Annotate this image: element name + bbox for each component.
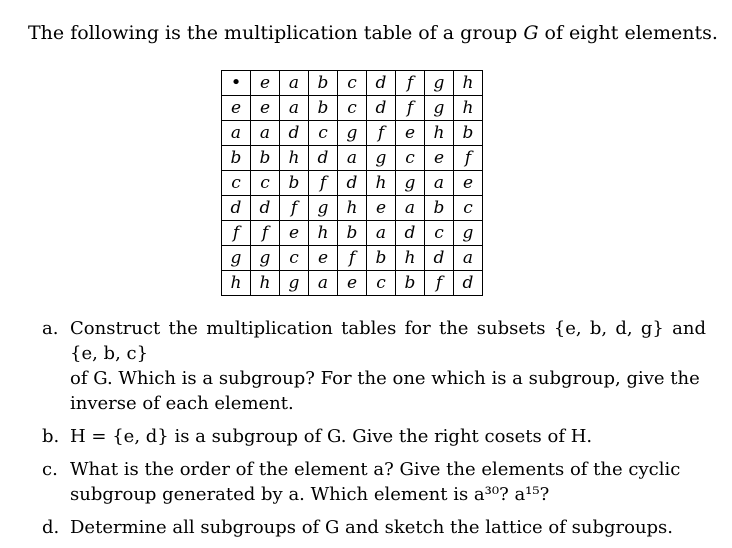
column-header: a	[280, 71, 309, 96]
multiplication-table-container	[221, 70, 483, 296]
question-label: d.	[42, 517, 60, 538]
table-cell: e	[280, 221, 309, 246]
table-cell: a	[454, 246, 483, 271]
table-cell: h	[280, 146, 309, 171]
column-header: c	[338, 71, 367, 96]
question-item	[42, 316, 706, 416]
table-cell: f	[309, 171, 338, 196]
table-cell: h	[309, 221, 338, 246]
table-cell: a	[367, 221, 396, 246]
column-header: h	[454, 71, 483, 96]
question-line: H = {e, d} is a subgroup of G. Give the right cosets of H.	[70, 426, 593, 447]
table-cell: h	[251, 271, 280, 296]
table-cell: f	[396, 96, 425, 121]
table-cell: d	[251, 196, 280, 221]
table-cell: f	[454, 146, 483, 171]
table-cell: g	[425, 96, 454, 121]
table-cell: b	[367, 246, 396, 271]
table-cell: g	[280, 271, 309, 296]
table-cell: c	[309, 121, 338, 146]
table-cell: d	[396, 221, 425, 246]
cayley-table-body	[222, 71, 483, 296]
question-text	[70, 316, 706, 416]
table-row	[222, 246, 483, 271]
table-cell: h	[338, 196, 367, 221]
question-line: subgroup generated by a. Which element is a³⁰? a¹⁵?	[70, 484, 550, 505]
table-cell: e	[338, 271, 367, 296]
table-cell: b	[280, 171, 309, 196]
table-cell: e	[367, 196, 396, 221]
question-line: of G. Which is a subgroup? For the one which is a subgroup, give the	[70, 368, 700, 389]
row-header: b	[222, 146, 251, 171]
question-label: a.	[42, 318, 59, 339]
table-cell: a	[396, 196, 425, 221]
table-cell: a	[425, 171, 454, 196]
table-cell: d	[425, 246, 454, 271]
table-cell: e	[454, 171, 483, 196]
table-row	[222, 171, 483, 196]
table-cell: d	[280, 121, 309, 146]
table-row	[222, 221, 483, 246]
table-row	[222, 146, 483, 171]
intro-sentence	[28, 20, 718, 46]
table-cell: g	[396, 171, 425, 196]
table-header-row	[222, 71, 483, 96]
table-cell: b	[396, 271, 425, 296]
group-symbol: G	[523, 22, 539, 44]
table-row	[222, 271, 483, 296]
table-cell: c	[454, 196, 483, 221]
question-label: c.	[42, 459, 58, 480]
table-cell: d	[367, 96, 396, 121]
table-cell: g	[367, 146, 396, 171]
table-cell: d	[454, 271, 483, 296]
table-cell: c	[396, 146, 425, 171]
question-item	[42, 515, 706, 540]
table-cell: b	[309, 96, 338, 121]
question-text	[70, 515, 706, 540]
column-header: f	[396, 71, 425, 96]
intro-text-before: The following is the multiplication table of a group	[28, 22, 524, 44]
table-cell: c	[338, 96, 367, 121]
table-cell: h	[367, 171, 396, 196]
table-cell: c	[251, 171, 280, 196]
table-cell: b	[454, 121, 483, 146]
table-cell: g	[251, 246, 280, 271]
table-cell: a	[338, 146, 367, 171]
table-cell: c	[425, 221, 454, 246]
column-header: e	[251, 71, 280, 96]
intro-text-after: of eight elements.	[538, 22, 718, 44]
row-header: d	[222, 196, 251, 221]
table-cell: c	[280, 246, 309, 271]
table-cell: e	[425, 146, 454, 171]
column-header: d	[367, 71, 396, 96]
table-cell: h	[396, 246, 425, 271]
operator-symbol: •	[222, 71, 251, 96]
table-cell: a	[309, 271, 338, 296]
question-list	[42, 316, 706, 548]
table-cell: e	[251, 96, 280, 121]
table-cell: a	[280, 96, 309, 121]
question-item	[42, 424, 706, 449]
table-cell: a	[251, 121, 280, 146]
row-header: c	[222, 171, 251, 196]
table-cell: g	[338, 121, 367, 146]
table-cell: f	[280, 196, 309, 221]
row-header: e	[222, 96, 251, 121]
row-header: h	[222, 271, 251, 296]
table-cell: f	[367, 121, 396, 146]
question-item	[42, 457, 706, 507]
table-cell: g	[309, 196, 338, 221]
question-text	[70, 457, 706, 507]
column-header: g	[425, 71, 454, 96]
question-line: inverse of each element.	[70, 393, 294, 414]
question-text	[70, 424, 706, 449]
table-cell: b	[338, 221, 367, 246]
row-header: a	[222, 121, 251, 146]
table-row	[222, 96, 483, 121]
table-cell: d	[309, 146, 338, 171]
table-cell: f	[338, 246, 367, 271]
table-cell: b	[425, 196, 454, 221]
table-cell: e	[309, 246, 338, 271]
table-cell: e	[396, 121, 425, 146]
question-label: b.	[42, 426, 60, 447]
cayley-table	[221, 70, 483, 296]
question-line: Construct the multiplication tables for the subsets {e, b, d, g} and {e, b, c}	[70, 318, 706, 364]
table-cell: d	[338, 171, 367, 196]
table-cell: h	[454, 96, 483, 121]
table-cell: b	[251, 146, 280, 171]
table-row	[222, 196, 483, 221]
table-cell: g	[454, 221, 483, 246]
row-header: f	[222, 221, 251, 246]
table-cell: f	[425, 271, 454, 296]
question-line: Determine all subgroups of G and sketch the lattice of subgroups.	[70, 517, 674, 538]
table-cell: f	[251, 221, 280, 246]
question-line: What is the order of the element a? Give the elements of the cyclic	[70, 459, 681, 480]
table-cell: c	[367, 271, 396, 296]
column-header: b	[309, 71, 338, 96]
row-header: g	[222, 246, 251, 271]
table-cell: h	[425, 121, 454, 146]
table-row	[222, 121, 483, 146]
